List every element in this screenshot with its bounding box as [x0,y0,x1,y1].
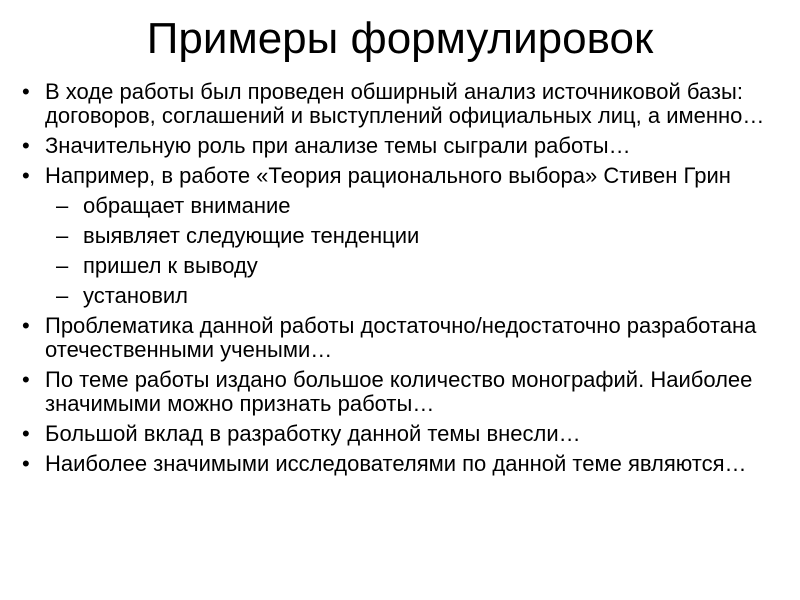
bullet-item: • По теме работы издано большое количество монографий. Наиболее значимыми можно признать работы… [20,368,790,416]
sub-bullet-item: – выявляет следующие тенденции [20,224,790,248]
bullet-item: • Например, в работе «Теория рационального выбора» Стивен Грин [20,164,790,188]
bullet-item: • Наиболее значимыми исследователями по данной теме являются… [20,452,790,476]
bullet-list [20,80,790,482]
bullet-item: • В ходе работы был проведен обширный анализ источниковой базы: договоров, соглашений и выступлений официальных лиц, а именно… [20,80,790,128]
slide-title: Примеры формулировок [146,14,654,63]
bullet-item: • Большой вклад в разработку данной темы внесли… [20,422,790,446]
sub-bullet-item: – пришел к выводу [20,254,790,278]
sub-bullet-item: – обращает внимание [20,194,790,218]
sub-bullet-item: – установил [20,284,790,308]
bullet-item: • Значительную роль при анализе темы сыграли работы… [20,134,790,158]
bullet-item: • Проблематика данной работы достаточно/недостаточно разработана отечественными учеными… [20,314,790,362]
